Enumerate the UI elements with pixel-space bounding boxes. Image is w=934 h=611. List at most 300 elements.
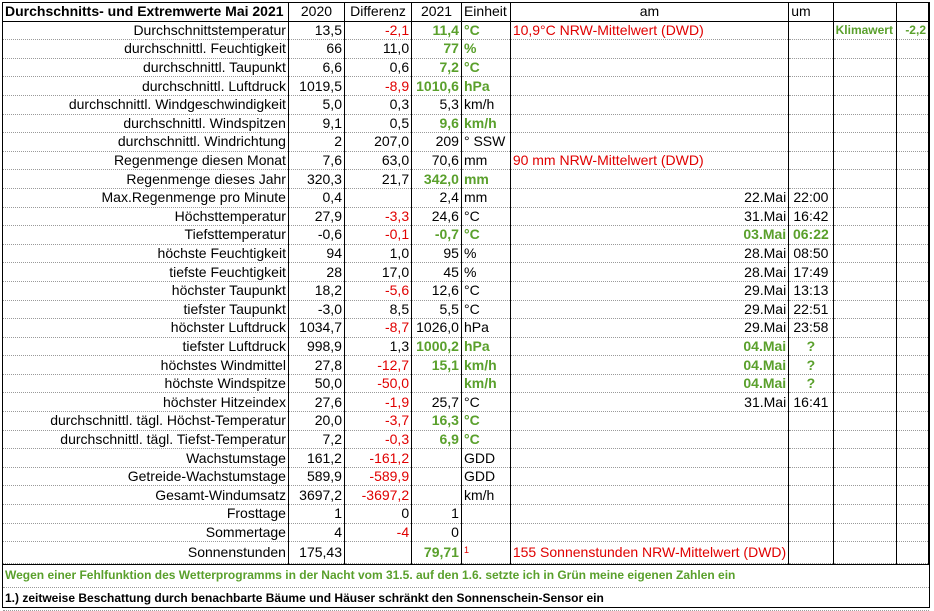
unit: hPa [461,337,510,356]
unit: °C [461,281,510,300]
value-2021: 11,4 [412,21,462,40]
table-row [3,77,929,96]
date-am: 31.Mai [510,393,788,412]
note-sunshine-sensor: 1.) zeitweise Beschattung durch benachbarte Bäume und Häuser schränkt den Sonnenschein-Sensor ein [3,587,929,610]
unit: hPa [461,319,510,338]
empty-cell [833,3,896,21]
value-difference: -50,0 [344,374,411,393]
value-difference: 0,5 [344,114,411,133]
time-um [789,542,833,564]
value-2020: 27,9 [288,207,344,226]
row-label: Gesamt-Windumsatz [3,486,288,505]
date-am [510,486,788,505]
row-label: höchster Luftdruck [3,319,288,338]
value-2021 [412,374,462,393]
unit: km/h [461,95,510,114]
table-row [3,40,929,59]
value-2021: 9,6 [412,114,462,133]
table-title: Durchschnitts- und Extremwerte Mai 2021 [3,3,288,21]
column-header-2021: 2021 [412,3,462,21]
row-label: Sonnenstunden [3,542,288,564]
note-row [3,587,929,610]
date-am: 04.Mai [510,356,788,375]
value-2021: 209 [412,133,462,152]
date-am [510,114,788,133]
table-row [3,244,929,263]
date-am [510,467,788,486]
dwd-reference-note: 10,9°C NRW-Mittelwert (DWD) [510,21,788,40]
climate-value [896,207,928,226]
time-um: 13:13 [789,281,833,300]
value-2021: 79,71 [412,542,462,564]
climate-value-label [833,505,896,524]
climate-value [896,356,928,375]
value-2020: 94 [288,244,344,263]
value-2021: 6,9 [412,430,462,449]
row-label: Max.Regenmenge pro Minute [3,188,288,207]
value-2021: 342,0 [412,170,462,189]
time-um [789,151,833,170]
date-am: 29.Mai [510,281,788,300]
value-2020: 27,8 [288,356,344,375]
climate-value-label [833,58,896,77]
unit [461,523,510,542]
value-2021: 5,5 [412,300,462,319]
value-2020: 1019,5 [288,77,344,96]
value-2020: 6,6 [288,58,344,77]
value-2021: 15,1 [412,356,462,375]
climate-value: -2,2 [896,21,928,40]
value-difference: 17,0 [344,263,411,282]
value-2021: 70,6 [412,151,462,170]
time-um [789,505,833,524]
unit: °C [461,300,510,319]
value-2020: 66 [288,40,344,59]
value-2020: 7,6 [288,151,344,170]
row-label: Sommertage [3,523,288,542]
time-um: 17:49 [789,263,833,282]
climate-value-label [833,319,896,338]
value-2021: 77 [412,40,462,59]
value-2020: 1 [288,505,344,524]
value-2021: 1 [412,505,462,524]
value-2020: 28 [288,263,344,282]
column-header-difference: Differenz [344,3,411,21]
date-am [510,77,788,96]
climate-value [896,40,928,59]
note-row [3,564,929,587]
value-2021: 1026,0 [412,319,462,338]
value-difference: -8,7 [344,319,411,338]
value-2021 [412,486,462,505]
value-2021: 45 [412,263,462,282]
time-um: 16:42 [789,207,833,226]
climate-value-label [833,356,896,375]
dwd-reference-note: 90 mm NRW-Mittelwert (DWD) [510,151,788,170]
value-2020: -3,0 [288,300,344,319]
time-um [789,523,833,542]
value-difference: 0 [344,505,411,524]
table-row [3,393,929,412]
climate-value-label [833,40,896,59]
unit: mm [461,151,510,170]
value-2021: 0 [412,523,462,542]
row-label: tiefste Feuchtigkeit [3,263,288,282]
row-label: durchschnittl. Taupunkt [3,58,288,77]
climate-value [896,467,928,486]
climate-value [896,393,928,412]
row-label: höchster Taupunkt [3,281,288,300]
date-am: 04.Mai [510,337,788,356]
value-difference [344,188,411,207]
date-am: 22.Mai [510,188,788,207]
value-difference: 1,3 [344,337,411,356]
row-label: durchschnittl. Windrichtung [3,133,288,152]
time-um: 23:58 [789,319,833,338]
spreadsheet [2,2,930,608]
value-2020: 589,9 [288,467,344,486]
table-row [3,449,929,468]
table-row [3,467,929,486]
table-row [3,412,929,431]
value-2020: 5,0 [288,95,344,114]
value-2021 [412,467,462,486]
row-label: Tiefsttemperatur [3,226,288,245]
row-label: tiefster Luftdruck [3,337,288,356]
value-difference: -0,1 [344,226,411,245]
value-2020: 998,9 [288,337,344,356]
table-row [3,188,929,207]
date-am: 04.Mai [510,374,788,393]
row-label: durchschnittl. tägl. Tiefst-Temperatur [3,430,288,449]
time-um: 06:22 [789,226,833,245]
value-2020: 161,2 [288,449,344,468]
value-difference: 21,7 [344,170,411,189]
time-um [789,21,833,40]
date-am [510,523,788,542]
value-difference: -1,9 [344,393,411,412]
unit: GDD [461,449,510,468]
climate-value [896,58,928,77]
table-row [3,523,929,542]
value-difference [344,542,411,564]
row-label: durchschnittl. Feuchtigkeit [3,40,288,59]
time-um [789,467,833,486]
table-row [3,151,929,170]
time-um: 08:50 [789,244,833,263]
date-am [510,40,788,59]
value-difference: -4 [344,523,411,542]
column-header-am: am [510,3,788,21]
time-um [789,133,833,152]
date-am [510,95,788,114]
table-row [3,300,929,319]
climate-value [896,486,928,505]
climate-value [896,244,928,263]
value-2020: 1034,7 [288,319,344,338]
climate-value-label [833,226,896,245]
time-um [789,412,833,431]
climate-value [896,523,928,542]
value-2020: 175,43 [288,542,344,564]
climate-value [896,374,928,393]
time-um [789,114,833,133]
row-label: Getreide-Wachstumstage [3,467,288,486]
value-2021: 24,6 [412,207,462,226]
unit [461,505,510,524]
date-am: 28.Mai [510,244,788,263]
time-um [789,58,833,77]
climate-value [896,170,928,189]
value-2021: 1010,6 [412,77,462,96]
time-um [789,449,833,468]
date-am: 29.Mai [510,319,788,338]
climate-value-label [833,188,896,207]
table-row [3,207,929,226]
value-2021: 25,7 [412,393,462,412]
unit: °C [461,207,510,226]
climate-value [896,337,928,356]
date-am [510,412,788,431]
unit: % [461,263,510,282]
unit: °C [461,226,510,245]
date-am [510,58,788,77]
row-label: tiefster Taupunkt [3,300,288,319]
climate-value-label [833,170,896,189]
climate-value-label [833,77,896,96]
date-am [510,449,788,468]
column-header-um: um [789,3,833,21]
value-difference: -3,3 [344,207,411,226]
row-label: durchschnittl. Windspitzen [3,114,288,133]
value-2021: 12,6 [412,281,462,300]
value-2020: 18,2 [288,281,344,300]
value-2021: 7,2 [412,58,462,77]
row-label: Frosttage [3,505,288,524]
row-label: Höchsttemperatur [3,207,288,226]
row-label: höchstes Windmittel [3,356,288,375]
time-um [789,95,833,114]
time-um: ? [789,374,833,393]
table-row [3,58,929,77]
value-difference: -8,9 [344,77,411,96]
row-label: höchste Windspitze [3,374,288,393]
unit: mm [461,188,510,207]
date-am [510,430,788,449]
note-green-values: Wegen einer Fehlfunktion des Wetterprogramms in der Nacht vom 31.5. auf den 1.6. setzte ich in Grün meine eigenen Zahlen ein [3,564,929,587]
value-2020: 4 [288,523,344,542]
time-um [789,77,833,96]
unit: °C [461,393,510,412]
value-2020: 0,4 [288,188,344,207]
climate-value [896,95,928,114]
table-row [3,319,929,338]
table-row [3,430,929,449]
unit: °C [461,21,510,40]
value-difference: -3,7 [344,412,411,431]
row-label: Regenmenge diesen Monat [3,151,288,170]
climate-value-label [833,207,896,226]
unit: GDD [461,467,510,486]
unit: hPa [461,77,510,96]
value-difference: 207,0 [344,133,411,152]
date-am: 03.Mai [510,226,788,245]
value-difference: 0,6 [344,58,411,77]
climate-value-label [833,467,896,486]
value-2020: -0,6 [288,226,344,245]
climate-value-label [833,263,896,282]
column-header-2020: 2020 [288,3,344,21]
time-um: 22:00 [789,188,833,207]
climate-value-label [833,523,896,542]
climate-value [896,300,928,319]
climate-value-label [833,449,896,468]
weather-stats-table [3,3,929,564]
value-difference: 11,0 [344,40,411,59]
unit: °C [461,430,510,449]
value-2021 [412,449,462,468]
column-header-unit: Einheit [461,3,510,21]
table-row [3,263,929,282]
value-difference: 0,3 [344,95,411,114]
climate-value [896,319,928,338]
table-row [3,226,929,245]
climate-value [896,281,928,300]
value-difference: -0,3 [344,430,411,449]
table-row [3,281,929,300]
row-label: Durchschnittstemperatur [3,21,288,40]
value-difference: -3697,2 [344,486,411,505]
value-difference: -12,7 [344,356,411,375]
unit: °C [461,58,510,77]
unit: km/h [461,374,510,393]
unit: °C [461,412,510,431]
table-row [3,95,929,114]
unit: km/h [461,486,510,505]
date-am: 28.Mai [510,263,788,282]
value-difference: -589,9 [344,467,411,486]
climate-value [896,151,928,170]
climate-value-label [833,486,896,505]
value-2020: 9,1 [288,114,344,133]
climate-value [896,430,928,449]
table-row [3,374,929,393]
row-label: höchster Hitzeindex [3,393,288,412]
time-um [789,170,833,189]
value-2021: -0,7 [412,226,462,245]
unit [461,542,510,564]
dwd-reference-note: 155 Sonnenstunden NRW-Mittelwert (DWD) [510,542,788,564]
table-row [3,114,929,133]
climate-value-label [833,374,896,393]
climate-value [896,226,928,245]
header-row [3,3,929,21]
climate-value-label [833,151,896,170]
value-2020: 27,6 [288,393,344,412]
unit: mm [461,170,510,189]
value-2020: 20,0 [288,412,344,431]
climate-value [896,263,928,282]
climate-value-label [833,133,896,152]
time-um: 16:41 [789,393,833,412]
value-2021: 5,3 [412,95,462,114]
climate-value [896,114,928,133]
climate-value [896,505,928,524]
climate-value [896,133,928,152]
value-difference: -161,2 [344,449,411,468]
time-um: 22:51 [789,300,833,319]
table-row [3,505,929,524]
table-row [3,21,929,40]
climate-value-label [833,95,896,114]
table-row [3,486,929,505]
climate-value [896,542,928,564]
value-difference: -5,6 [344,281,411,300]
climate-value [896,449,928,468]
time-um: ? [789,337,833,356]
table-row [3,542,929,564]
date-am [510,505,788,524]
value-difference: 63,0 [344,151,411,170]
table-row [3,337,929,356]
row-label: höchste Feuchtigkeit [3,244,288,263]
notes-table [3,564,929,611]
climate-value [896,412,928,431]
table-row [3,170,929,189]
time-um [789,40,833,59]
value-2020: 50,0 [288,374,344,393]
climate-value-label [833,244,896,263]
climate-value-label [833,412,896,431]
time-um: ? [789,356,833,375]
value-2020: 2 [288,133,344,152]
value-difference: 1,0 [344,244,411,263]
footnote-marker: 1 [463,545,469,556]
climate-value [896,77,928,96]
row-label: durchschnittl. Luftdruck [3,77,288,96]
unit: km/h [461,356,510,375]
climate-value-label [833,430,896,449]
climate-value [896,188,928,207]
value-2021: 95 [412,244,462,263]
date-am: 29.Mai [510,300,788,319]
climate-value-label [833,393,896,412]
value-2021: 1000,2 [412,337,462,356]
date-am [510,170,788,189]
row-label: durchschnittl. Windgeschwindigkeit [3,95,288,114]
climate-value-label: Klimawert [833,21,896,40]
time-um [789,430,833,449]
row-label: Regenmenge dieses Jahr [3,170,288,189]
unit: ° SSW [461,133,510,152]
table-row [3,133,929,152]
value-2020: 13,5 [288,21,344,40]
value-2021: 16,3 [412,412,462,431]
climate-value-label [833,300,896,319]
climate-value-label [833,281,896,300]
time-um [789,486,833,505]
unit: % [461,40,510,59]
empty-cell [896,3,928,21]
value-2021: 2,4 [412,188,462,207]
table-row [3,356,929,375]
unit: km/h [461,114,510,133]
value-2020: 7,2 [288,430,344,449]
row-label: Wachstumstage [3,449,288,468]
date-am [510,133,788,152]
date-am: 31.Mai [510,207,788,226]
climate-value-label [833,337,896,356]
